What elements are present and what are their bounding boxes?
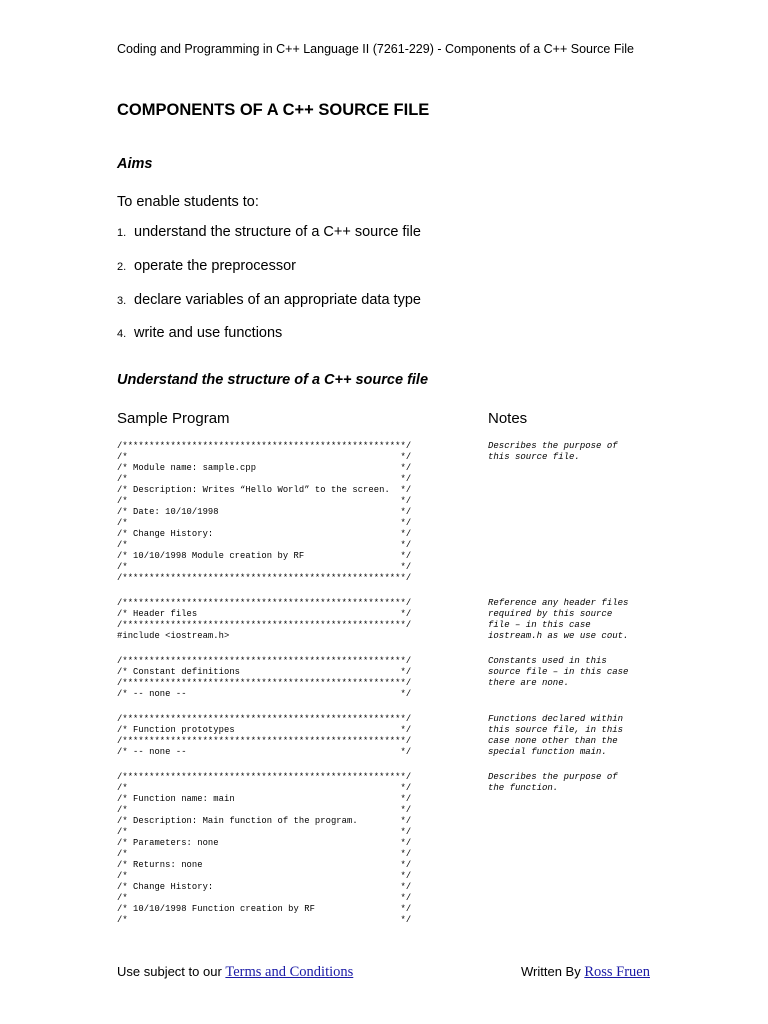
code-block-module-header: /*****************************************************/ /* */ /* Module name: sample.cpp */ /* */ /* Description: Writes “Hello World” to the screen. */ /* */ /* Date: 10/10/1998 */ /* */ /* Change History: */ /* */ /* 10/10/1998 Module creation by RF */ /* */ /*****************************************************/ — [117, 441, 412, 583]
note-constants: Constants used in this source file – in this case there are none. — [488, 656, 629, 688]
running-header: Coding and Programming in C++ Language II (7261-229) - Components of a C++ Source File — [117, 42, 634, 56]
code-block-prototypes: /*****************************************************/ /* Function prototypes */ /*****************************************************/ /* -- none -- */ — [117, 714, 412, 757]
aim-number: 1. — [117, 227, 127, 239]
sample-program-heading: Sample Program — [117, 410, 230, 427]
aim-text: understand the structure of a C++ source file — [134, 224, 421, 240]
structure-heading: Understand the structure of a C++ source file — [117, 372, 429, 388]
aims-intro: To enable students to: — [117, 194, 259, 210]
note-module-header: Describes the purpose of this source file. — [488, 441, 618, 462]
aim-item — [117, 325, 282, 341]
aims-heading: Aims — [117, 156, 153, 172]
aim-item — [117, 224, 421, 240]
aim-text: operate the preprocessor — [134, 258, 297, 274]
aim-number: 4. — [117, 328, 127, 340]
footer-author — [521, 964, 650, 981]
aim-item — [117, 292, 421, 308]
terms-link[interactable]: Terms and Conditions — [225, 964, 354, 980]
footer-use-prefix: Use subject to our — [117, 964, 222, 979]
aim-number: 3. — [117, 295, 127, 307]
code-block-constants: /*****************************************************/ /* Constant definitions */ /*****************************************************/ /* -- none -- */ — [117, 656, 412, 699]
page-title: COMPONENTS OF A C++ SOURCE FILE — [117, 101, 430, 119]
aim-item — [117, 258, 296, 274]
note-function-header: Describes the purpose of the function. — [488, 772, 618, 793]
note-prototypes: Functions declared within this source file, in this case none other than the special function main. — [488, 714, 624, 757]
footer-written-by: Written By — [520, 964, 581, 979]
code-block-header-files: /*****************************************************/ /* Header files */ /*****************************************************/ #include <iostream.h> — [117, 598, 412, 641]
aim-text: write and use functions — [134, 325, 283, 341]
footer-terms — [117, 964, 353, 981]
notes-heading: Notes — [488, 410, 528, 427]
author-link[interactable]: Ross Fruen — [584, 964, 650, 980]
aim-number: 2. — [117, 261, 127, 273]
aim-text: declare variables of an appropriate data type — [134, 292, 421, 308]
note-header-files: Reference any header files required by this source file – in this case iostream.h as we use cout. — [488, 598, 629, 641]
code-block-function-header: /*****************************************************/ /* */ /* Function name: main */ /* */ /* Description: Main function of the program. */ /* */ /* Parameters: none */ /* */ /* Returns: none */ /* */ /* Change History: */ /* */ /* 10/10/1998 Function creation by RF */ /* */ — [117, 772, 412, 925]
